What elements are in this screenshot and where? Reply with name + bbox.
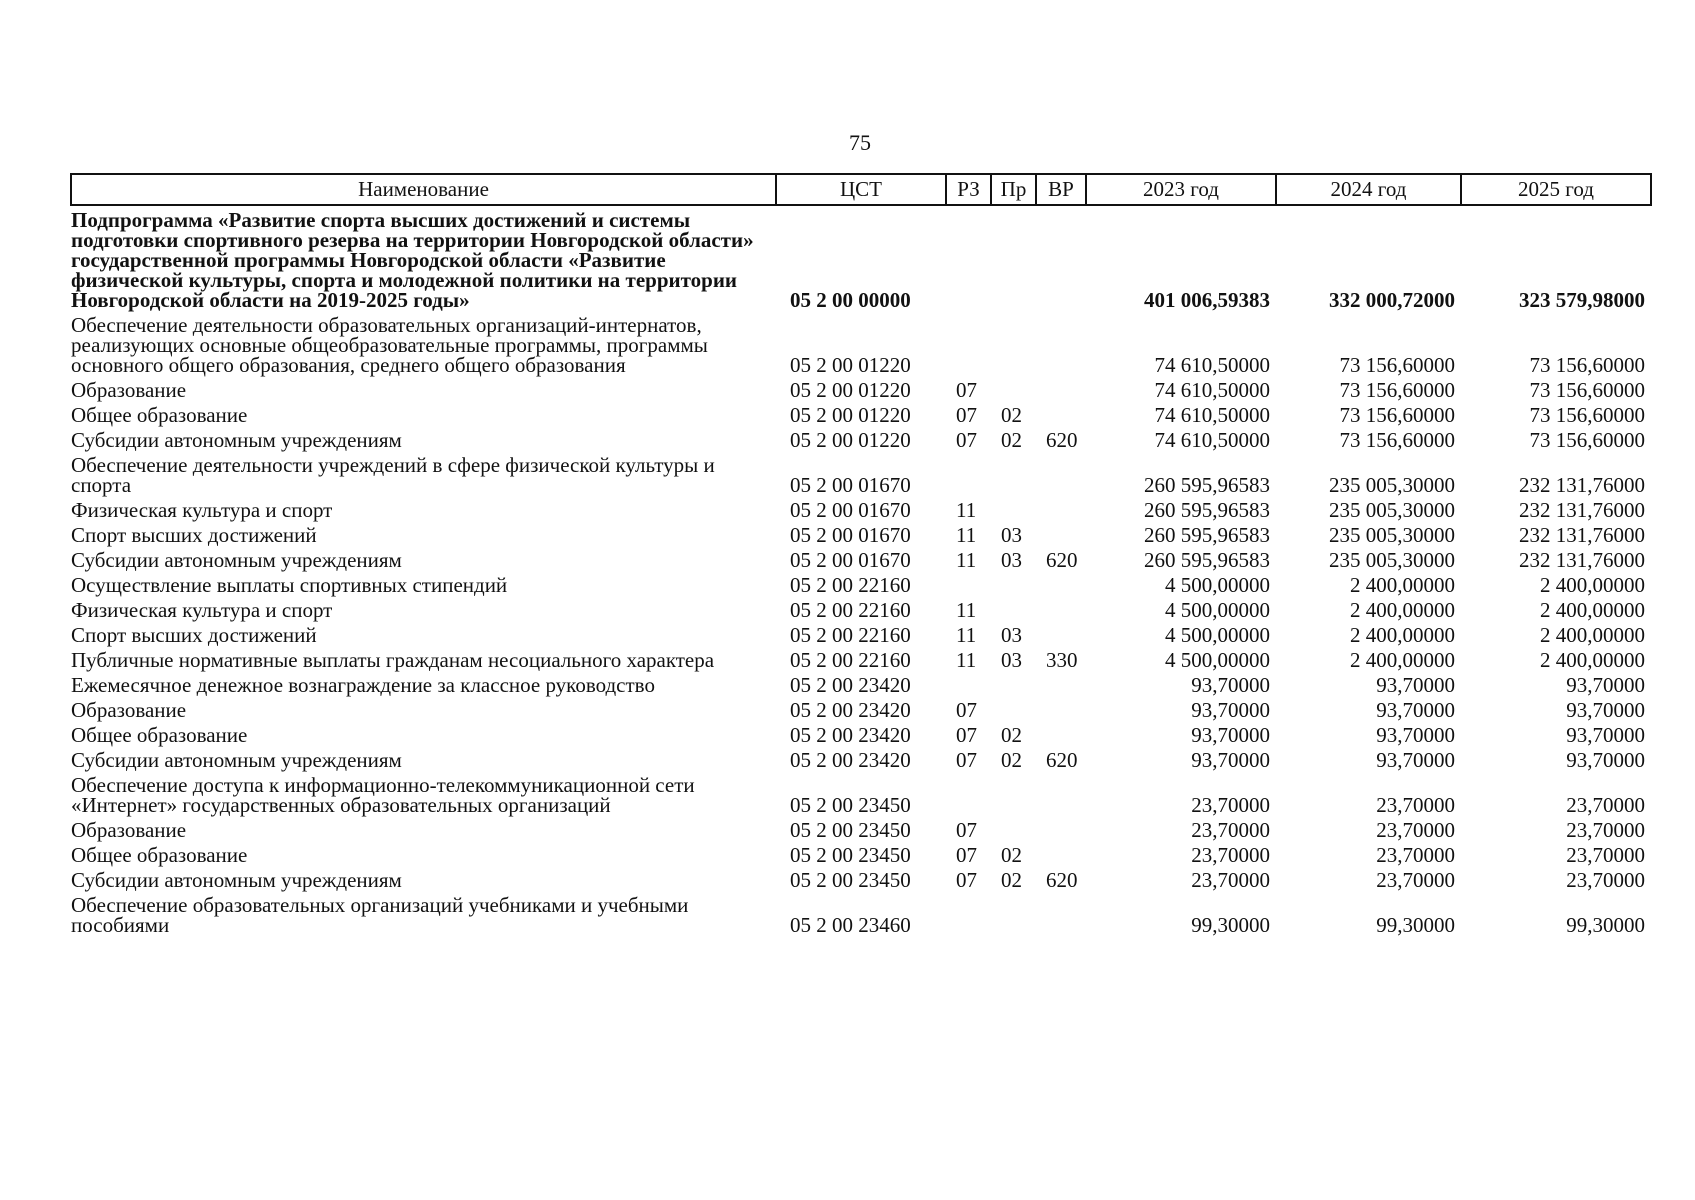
cell-vr: 620	[1046, 748, 1078, 772]
cell-2023: 4 500,00000	[1165, 598, 1270, 622]
cell-2023: 23,70000	[1191, 793, 1270, 817]
cell-pr: 03	[1001, 548, 1022, 572]
table-row	[71, 620, 1651, 645]
cell-name: Спорт высших достижений	[71, 623, 317, 647]
header-2023: 2023 год	[1086, 174, 1276, 205]
cell-2023: 93,70000	[1191, 698, 1270, 722]
table-row	[71, 205, 1651, 310]
cell-pr: 03	[1001, 523, 1022, 547]
cell-vr	[1036, 520, 1086, 545]
cell-vr	[1036, 375, 1086, 400]
cell-pr	[991, 770, 1036, 815]
cell-pr	[991, 450, 1036, 495]
cell-2025: 73 156,60000	[1529, 353, 1645, 377]
cell-2023: 4 500,00000	[1165, 648, 1270, 672]
cell-pr	[991, 570, 1036, 595]
cell-rz: 07	[956, 403, 977, 427]
cell-pr: 02	[1001, 868, 1022, 892]
header-pr: Пр	[991, 174, 1036, 205]
cell-2023: 99,30000	[1191, 913, 1270, 937]
cell-vr: 620	[1046, 428, 1078, 452]
cell-2024: 2 400,00000	[1350, 623, 1455, 647]
cell-2025: 2 400,00000	[1540, 598, 1645, 622]
cell-2024: 235 005,30000	[1329, 473, 1455, 497]
table-row	[71, 695, 1651, 720]
cell-cst: 05 2 00 23450	[790, 843, 911, 867]
cell-cst: 05 2 00 23420	[790, 673, 911, 697]
cell-2024: 93,70000	[1376, 698, 1455, 722]
table-row	[71, 595, 1651, 620]
cell-rz	[946, 890, 991, 935]
cell-cst: 05 2 00 01670	[790, 473, 911, 497]
cell-rz: 11	[956, 548, 977, 572]
cell-2023: 401 006,59383	[1144, 288, 1270, 312]
cell-2025: 73 156,60000	[1529, 378, 1645, 402]
cell-rz: 07	[956, 748, 977, 772]
cell-rz	[946, 670, 991, 695]
cell-2023: 93,70000	[1191, 673, 1270, 697]
cell-cst: 05 2 00 00000	[790, 288, 911, 312]
table-row	[71, 400, 1651, 425]
cell-2025: 93,70000	[1566, 723, 1645, 747]
cell-cst: 05 2 00 23450	[790, 818, 911, 842]
cell-2024: 235 005,30000	[1329, 523, 1455, 547]
cell-name: Общее образование	[71, 403, 248, 427]
cell-2025: 232 131,76000	[1519, 548, 1645, 572]
table-row	[71, 890, 1651, 935]
cell-2025: 93,70000	[1566, 748, 1645, 772]
cell-pr	[991, 495, 1036, 520]
cell-vr	[1036, 310, 1086, 375]
cell-2025: 23,70000	[1566, 818, 1645, 842]
cell-rz: 07	[956, 818, 977, 842]
cell-name: Спорт высших достижений	[71, 523, 317, 547]
header-rz: РЗ	[946, 174, 991, 205]
cell-name: Ежемесячное денежное вознаграждение за классное руководство	[71, 673, 655, 697]
cell-vr	[1036, 770, 1086, 815]
cell-pr: 03	[1001, 623, 1022, 647]
cell-cst: 05 2 00 01220	[790, 403, 911, 427]
cell-name: Субсидии автономным учреждениям	[71, 748, 402, 772]
cell-2023: 74 610,50000	[1154, 403, 1270, 427]
cell-vr	[1036, 495, 1086, 520]
cell-cst: 05 2 00 23420	[790, 723, 911, 747]
cell-2025: 93,70000	[1566, 673, 1645, 697]
cell-cst: 05 2 00 22160	[790, 598, 911, 622]
cell-name: Образование	[71, 378, 187, 402]
table-body	[71, 205, 1651, 935]
cell-vr	[1036, 400, 1086, 425]
table-row	[71, 520, 1651, 545]
cell-2023: 93,70000	[1191, 748, 1270, 772]
table-row	[71, 865, 1651, 890]
cell-rz	[946, 205, 991, 310]
header-vr: ВР	[1036, 174, 1086, 205]
cell-2024: 235 005,30000	[1329, 548, 1455, 572]
cell-vr: 330	[1046, 648, 1078, 672]
cell-pr: 02	[1001, 748, 1022, 772]
cell-name: Обеспечение образовательных организаций учебниками и учебными пособиями	[71, 893, 689, 937]
cell-vr	[1036, 720, 1086, 745]
cell-2024: 93,70000	[1376, 673, 1455, 697]
cell-2024: 2 400,00000	[1350, 648, 1455, 672]
cell-2023: 23,70000	[1191, 843, 1270, 867]
cell-rz: 07	[956, 378, 977, 402]
cell-2024: 23,70000	[1376, 843, 1455, 867]
cell-cst: 05 2 00 01670	[790, 523, 911, 547]
cell-2025: 2 400,00000	[1540, 623, 1645, 647]
cell-pr: 02	[1001, 428, 1022, 452]
table-row	[71, 840, 1651, 865]
cell-pr: 02	[1001, 843, 1022, 867]
cell-rz: 11	[956, 523, 977, 547]
cell-name: Образование	[71, 818, 187, 842]
cell-2023: 260 595,96583	[1144, 498, 1270, 522]
cell-2024: 332 000,72000	[1329, 288, 1455, 312]
page-number: 75	[849, 130, 871, 155]
cell-vr	[1036, 205, 1086, 310]
cell-2025: 232 131,76000	[1519, 498, 1645, 522]
cell-name: Обеспечение деятельности образовательных организаций-интернатов, реализующих основные общеобразовательные программы, программы основного общего образования, среднего общего образования	[71, 313, 708, 377]
cell-name: Обеспечение доступа к информационно-телекоммуникационной сети «Интернет» государственных образовательных организаций	[71, 773, 695, 817]
cell-cst: 05 2 00 23450	[790, 793, 911, 817]
cell-vr	[1036, 450, 1086, 495]
cell-name: Осуществление выплаты спортивных стипендий	[71, 573, 508, 597]
cell-name: Обеспечение деятельности учреждений в сфере физической культуры и спорта	[71, 453, 715, 497]
cell-rz	[946, 770, 991, 815]
cell-rz	[946, 570, 991, 595]
cell-vr: 620	[1046, 548, 1078, 572]
table-row	[71, 720, 1651, 745]
table-row	[71, 545, 1651, 570]
cell-2023: 260 595,96583	[1144, 523, 1270, 547]
cell-cst: 05 2 00 01670	[790, 548, 911, 572]
cell-name: Образование	[71, 698, 187, 722]
cell-pr	[991, 595, 1036, 620]
cell-name: Субсидии автономным учреждениям	[71, 548, 402, 572]
cell-vr	[1036, 570, 1086, 595]
cell-2024: 2 400,00000	[1350, 573, 1455, 597]
cell-name: Физическая культура и спорт	[71, 498, 333, 522]
cell-rz	[946, 310, 991, 375]
cell-2024: 235 005,30000	[1329, 498, 1455, 522]
cell-2025: 2 400,00000	[1540, 573, 1645, 597]
cell-2023: 74 610,50000	[1154, 353, 1270, 377]
cell-2024: 2 400,00000	[1350, 598, 1455, 622]
cell-2025: 232 131,76000	[1519, 473, 1645, 497]
cell-vr	[1036, 815, 1086, 840]
cell-2024: 23,70000	[1376, 868, 1455, 892]
cell-2025: 23,70000	[1566, 793, 1645, 817]
cell-rz: 11	[956, 623, 977, 647]
cell-2023: 23,70000	[1191, 868, 1270, 892]
cell-cst: 05 2 00 23460	[790, 913, 911, 937]
cell-pr	[991, 695, 1036, 720]
cell-rz: 07	[956, 843, 977, 867]
cell-2025: 23,70000	[1566, 843, 1645, 867]
cell-2023: 74 610,50000	[1154, 378, 1270, 402]
cell-2023: 74 610,50000	[1154, 428, 1270, 452]
table-row	[71, 495, 1651, 520]
table-row	[71, 645, 1651, 670]
cell-pr: 02	[1001, 723, 1022, 747]
cell-pr: 03	[1001, 648, 1022, 672]
cell-rz: 11	[956, 598, 977, 622]
cell-cst: 05 2 00 01220	[790, 428, 911, 452]
cell-2023: 23,70000	[1191, 818, 1270, 842]
header-2025: 2025 год	[1461, 174, 1651, 205]
table-row	[71, 450, 1651, 495]
cell-rz: 07	[956, 428, 977, 452]
cell-pr: 02	[1001, 403, 1022, 427]
cell-cst: 05 2 00 22160	[790, 623, 911, 647]
cell-2024: 23,70000	[1376, 793, 1455, 817]
cell-2025: 73 156,60000	[1529, 428, 1645, 452]
cell-2025: 99,30000	[1566, 913, 1645, 937]
table-row	[71, 815, 1651, 840]
cell-vr	[1036, 840, 1086, 865]
cell-vr	[1036, 670, 1086, 695]
cell-pr	[991, 375, 1036, 400]
cell-2024: 73 156,60000	[1339, 428, 1455, 452]
cell-name: Публичные нормативные выплаты гражданам несоциального характера	[71, 648, 715, 672]
cell-2024: 73 156,60000	[1339, 353, 1455, 377]
cell-name: Физическая культура и спорт	[71, 598, 333, 622]
cell-name: Субсидии автономным учреждениям	[71, 428, 402, 452]
cell-2025: 2 400,00000	[1540, 648, 1645, 672]
cell-2025: 323 579,98000	[1519, 288, 1645, 312]
cell-name: Подпрограмма «Развитие спорта высших достижений и системы подготовки спортивного резерва на территории Новгородской области» государственной программы Новгородской области «Развитие физической культуры, спорта и молодежной политики на территории Новгородской области на 2019-2025 годы»	[71, 208, 754, 312]
cell-pr	[991, 815, 1036, 840]
cell-rz: 11	[956, 498, 977, 522]
cell-rz: 07	[956, 868, 977, 892]
table-row	[71, 670, 1651, 695]
cell-name: Общее образование	[71, 723, 248, 747]
cell-2024: 73 156,60000	[1339, 378, 1455, 402]
cell-vr	[1036, 890, 1086, 935]
cell-2025: 232 131,76000	[1519, 523, 1645, 547]
cell-2023: 260 595,96583	[1144, 473, 1270, 497]
cell-2024: 93,70000	[1376, 723, 1455, 747]
table-header	[71, 174, 1651, 205]
cell-vr	[1036, 595, 1086, 620]
cell-cst: 05 2 00 22160	[790, 573, 911, 597]
cell-pr	[991, 670, 1036, 695]
cell-pr	[991, 890, 1036, 935]
cell-2024: 93,70000	[1376, 748, 1455, 772]
table-row	[71, 770, 1651, 815]
cell-cst: 05 2 00 23420	[790, 748, 911, 772]
cell-name: Общее образование	[71, 843, 248, 867]
cell-rz	[946, 450, 991, 495]
cell-cst: 05 2 00 23450	[790, 868, 911, 892]
table-row	[71, 310, 1651, 375]
cell-cst: 05 2 00 22160	[790, 648, 911, 672]
cell-pr	[991, 310, 1036, 375]
header-cst: ЦСТ	[776, 174, 946, 205]
cell-2023: 260 595,96583	[1144, 548, 1270, 572]
cell-cst: 05 2 00 23420	[790, 698, 911, 722]
cell-2023: 4 500,00000	[1165, 623, 1270, 647]
cell-2024: 23,70000	[1376, 818, 1455, 842]
cell-vr	[1036, 695, 1086, 720]
cell-2025: 23,70000	[1566, 868, 1645, 892]
table-row	[71, 745, 1651, 770]
cell-rz: 07	[956, 723, 977, 747]
cell-cst: 05 2 00 01670	[790, 498, 911, 522]
cell-vr: 620	[1046, 868, 1078, 892]
cell-2024: 99,30000	[1376, 913, 1455, 937]
cell-pr	[991, 205, 1036, 310]
cell-cst: 05 2 00 01220	[790, 353, 911, 377]
table-row	[71, 425, 1651, 450]
header-name: Наименование	[71, 174, 776, 205]
table-row	[71, 570, 1651, 595]
cell-2025: 93,70000	[1566, 698, 1645, 722]
cell-2025: 73 156,60000	[1529, 403, 1645, 427]
cell-rz: 11	[956, 648, 977, 672]
cell-2023: 93,70000	[1191, 723, 1270, 747]
cell-rz: 07	[956, 698, 977, 722]
header-2024: 2024 год	[1276, 174, 1461, 205]
table-row	[71, 375, 1651, 400]
cell-vr	[1036, 620, 1086, 645]
budget-table	[70, 173, 1652, 935]
cell-2024: 73 156,60000	[1339, 403, 1455, 427]
cell-cst: 05 2 00 01220	[790, 378, 911, 402]
cell-name: Субсидии автономным учреждениям	[71, 868, 402, 892]
cell-2023: 4 500,00000	[1165, 573, 1270, 597]
